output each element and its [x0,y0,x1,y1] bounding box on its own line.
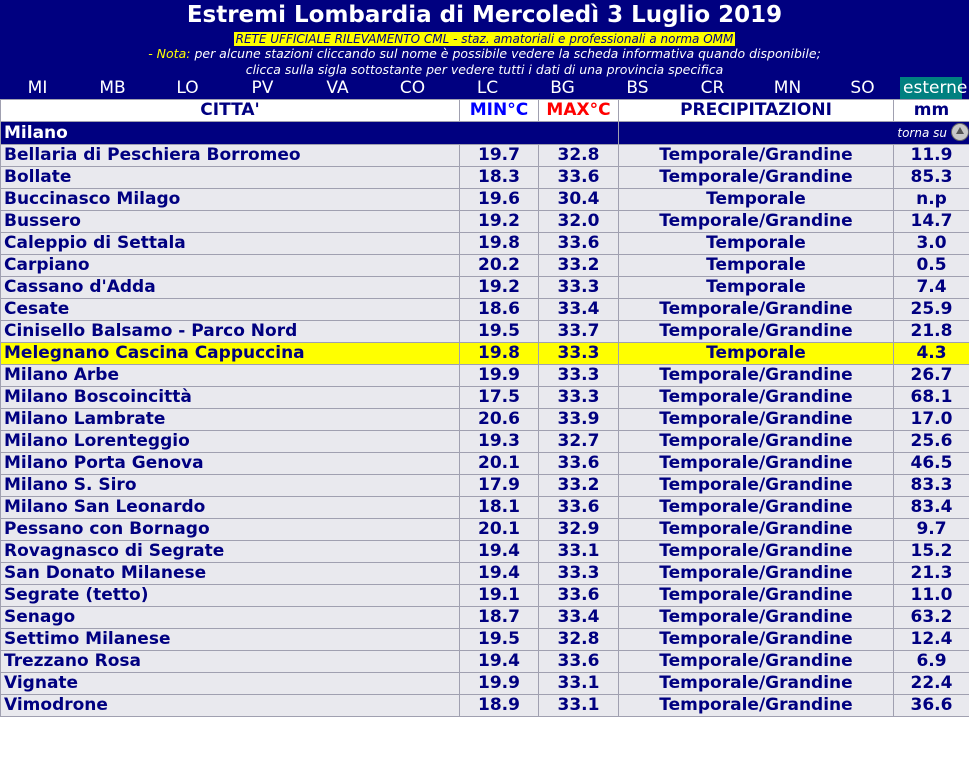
max-temp: 30.4 [539,189,619,211]
table-row [1,563,969,585]
station-name[interactable]: Milano Lorenteggio [1,431,460,453]
min-temp: 20.6 [460,409,539,431]
station-name[interactable]: Cassano d'Adda [1,277,460,299]
table-row [1,365,969,387]
precipitation: Temporale/Grandine [619,145,894,167]
rain-mm: 7.4 [894,277,969,299]
min-temp: 19.2 [460,211,539,233]
table-row [1,629,969,651]
rain-mm: 46.5 [894,453,969,475]
precipitation: Temporale/Grandine [619,211,894,233]
station-name[interactable]: Senago [1,607,460,629]
min-temp: 17.5 [460,387,539,409]
rain-mm: 25.9 [894,299,969,321]
province-link-va[interactable]: VA [326,78,349,98]
group-row [1,122,969,145]
max-temp: 33.3 [539,563,619,585]
precipitation: Temporale/Grandine [619,673,894,695]
rain-mm: 15.2 [894,541,969,563]
rain-mm: 83.3 [894,475,969,497]
precipitation: Temporale/Grandine [619,387,894,409]
min-temp: 19.5 [460,629,539,651]
province-link-so[interactable]: SO [850,78,875,98]
note-line-2: clicca sulla sigla sottostante per vedere tutti i dati di una provincia specifica [245,62,724,77]
col-precip: PRECIPITAZIONI [619,100,894,122]
max-temp: 32.9 [539,519,619,541]
max-temp: 32.0 [539,211,619,233]
station-name[interactable]: Melegnano Cascina Cappuccina [1,343,460,365]
col-min: MIN°C [460,100,539,122]
max-temp: 32.8 [539,145,619,167]
station-name[interactable]: Caleppio di Settala [1,233,460,255]
station-name[interactable]: Trezzano Rosa [1,651,460,673]
precipitation: Temporale/Grandine [619,695,894,717]
col-max: MAX°C [539,100,619,122]
station-name[interactable]: San Donato Milanese [1,563,460,585]
rain-mm: 11.9 [894,145,969,167]
min-temp: 19.9 [460,365,539,387]
station-name[interactable]: Milano Boscoincittà [1,387,460,409]
min-temp: 19.3 [460,431,539,453]
max-temp: 33.6 [539,233,619,255]
min-temp: 18.7 [460,607,539,629]
max-temp: 33.6 [539,651,619,673]
province-link-mi[interactable]: MI [27,78,48,98]
table-row [1,387,969,409]
rain-mm: 25.6 [894,431,969,453]
max-temp: 33.4 [539,299,619,321]
min-temp: 19.4 [460,563,539,585]
province-link-lc[interactable]: LC [476,78,499,98]
province-link-bg[interactable]: BG [550,78,575,98]
rain-mm: 36.6 [894,695,969,717]
min-temp: 18.3 [460,167,539,189]
note-text: per alcune stazioni cliccando sul nome è possibile vedere la scheda informativa quando disponibile; [190,46,821,61]
station-name[interactable]: Segrate (tetto) [1,585,460,607]
max-temp: 33.9 [539,409,619,431]
province-link-lo[interactable]: LO [176,78,199,98]
official-line [0,30,969,46]
table-row [1,431,969,453]
station-name[interactable]: Buccinasco Milago [1,189,460,211]
min-temp: 20.1 [460,453,539,475]
province-link-pv[interactable]: PV [251,78,274,98]
page-title: Estremi Lombardia di Mercoledì 3 Luglio 2019 [186,2,783,28]
table-row [1,145,969,167]
max-temp: 33.2 [539,475,619,497]
station-name[interactable]: Milano San Leonardo [1,497,460,519]
precipitation: Temporale/Grandine [619,453,894,475]
rain-mm: 9.7 [894,519,969,541]
precipitation: Temporale/Grandine [619,651,894,673]
back-to-top-label[interactable]: torna su [897,125,947,140]
min-temp: 19.7 [460,145,539,167]
max-temp: 33.6 [539,167,619,189]
rain-mm: 17.0 [894,409,969,431]
table-row [1,277,969,299]
back-to-top[interactable] [619,122,969,145]
table-row [1,541,969,563]
province-nav [0,77,969,99]
min-temp: 19.4 [460,651,539,673]
precipitation: Temporale/Grandine [619,497,894,519]
min-temp: 19.2 [460,277,539,299]
rain-mm: 68.1 [894,387,969,409]
note-line [0,46,969,62]
min-temp: 20.2 [460,255,539,277]
col-city: CITTA' [1,100,460,122]
max-temp: 33.6 [539,497,619,519]
station-name[interactable]: Milano Arbe [1,365,460,387]
rain-mm: n.p [894,189,969,211]
precipitation: Temporale [619,189,894,211]
min-temp: 19.9 [460,673,539,695]
precipitation: Temporale/Grandine [619,629,894,651]
precipitation: Temporale/Grandine [619,431,894,453]
rain-mm: 85.3 [894,167,969,189]
max-temp: 32.8 [539,629,619,651]
max-temp: 33.4 [539,607,619,629]
table-row [1,189,969,211]
stations-table [0,99,969,717]
rain-mm: 83.4 [894,497,969,519]
column-header-row [1,100,969,122]
max-temp: 33.7 [539,321,619,343]
province-link-mb[interactable]: MB [99,78,126,98]
min-temp: 19.5 [460,321,539,343]
station-name[interactable]: Milano Lambrate [1,409,460,431]
max-temp: 33.1 [539,695,619,717]
table-row [1,233,969,255]
group-name: Milano [1,122,619,145]
table-row [1,255,969,277]
station-name[interactable]: Cinisello Balsamo - Parco Nord [1,321,460,343]
rain-mm: 26.7 [894,365,969,387]
min-temp: 18.9 [460,695,539,717]
rain-mm: 0.5 [894,255,969,277]
precipitation: Temporale/Grandine [619,607,894,629]
province-link-mn[interactable]: MN [773,78,802,98]
table-row [1,211,969,233]
max-temp: 33.3 [539,387,619,409]
station-name[interactable]: Bollate [1,167,460,189]
station-name[interactable]: Rovagnasco di Segrate [1,541,460,563]
station-name[interactable]: Vignate [1,673,460,695]
table-row [1,673,969,695]
precipitation: Temporale/Grandine [619,365,894,387]
province-link-bs[interactable]: BS [626,78,649,98]
station-name[interactable]: Bussero [1,211,460,233]
rain-mm: 63.2 [894,607,969,629]
station-name[interactable]: Carpiano [1,255,460,277]
station-name[interactable]: Milano S. Siro [1,475,460,497]
station-name[interactable]: Vimodrone [1,695,460,717]
station-name[interactable]: Cesate [1,299,460,321]
table-row [1,343,969,365]
rain-mm: 3.0 [894,233,969,255]
rain-mm: 4.3 [894,343,969,365]
rain-mm: 12.4 [894,629,969,651]
min-temp: 19.8 [460,233,539,255]
precipitation: Temporale/Grandine [619,167,894,189]
max-temp: 33.3 [539,365,619,387]
station-name[interactable]: Pessano con Bornago [1,519,460,541]
table-row [1,651,969,673]
table-row [1,475,969,497]
min-temp: 20.1 [460,519,539,541]
rain-mm: 22.4 [894,673,969,695]
precipitation: Temporale [619,277,894,299]
station-name[interactable]: Bellaria di Peschiera Borromeo [1,145,460,167]
precipitation: Temporale [619,343,894,365]
rain-mm: 6.9 [894,651,969,673]
station-name[interactable]: Settimo Milanese [1,629,460,651]
table-row [1,497,969,519]
precipitation: Temporale/Grandine [619,409,894,431]
rain-mm: 21.8 [894,321,969,343]
max-temp: 33.1 [539,541,619,563]
note-label: - Nota: [148,46,191,61]
max-temp: 33.6 [539,585,619,607]
precipitation: Temporale/Grandine [619,299,894,321]
precipitation: Temporale/Grandine [619,541,894,563]
table-row [1,409,969,431]
rain-mm: 21.3 [894,563,969,585]
max-temp: 33.3 [539,277,619,299]
arrow-up-icon[interactable] [951,123,969,141]
precipitation: Temporale/Grandine [619,475,894,497]
precipitation: Temporale/Grandine [619,585,894,607]
table-row [1,519,969,541]
min-temp: 17.9 [460,475,539,497]
province-link-co[interactable]: CO [399,78,426,98]
table-row [1,585,969,607]
min-temp: 19.8 [460,343,539,365]
province-link-esterne[interactable]: esterne [900,77,962,99]
min-temp: 19.4 [460,541,539,563]
table-row [1,695,969,717]
precipitation: Temporale/Grandine [619,519,894,541]
table-row [1,299,969,321]
max-temp: 33.3 [539,343,619,365]
precipitation: Temporale [619,233,894,255]
max-temp: 33.1 [539,673,619,695]
col-mm: mm [894,100,969,122]
table-row [1,321,969,343]
min-temp: 19.1 [460,585,539,607]
precipitation: Temporale [619,255,894,277]
rain-mm: 11.0 [894,585,969,607]
province-link-cr[interactable]: CR [700,78,725,98]
precipitation: Temporale/Grandine [619,321,894,343]
precipitation: Temporale/Grandine [619,563,894,585]
max-temp: 33.2 [539,255,619,277]
min-temp: 18.1 [460,497,539,519]
official-network-label: RETE UFFICIALE RILEVAMENTO CML - staz. amatoriali e professionali a norma OMM [235,32,734,46]
table-row [1,607,969,629]
header [0,0,969,99]
min-temp: 19.6 [460,189,539,211]
min-temp: 18.6 [460,299,539,321]
table-row [1,453,969,475]
max-temp: 33.6 [539,453,619,475]
max-temp: 32.7 [539,431,619,453]
station-name[interactable]: Milano Porta Genova [1,453,460,475]
table-row [1,167,969,189]
rain-mm: 14.7 [894,211,969,233]
